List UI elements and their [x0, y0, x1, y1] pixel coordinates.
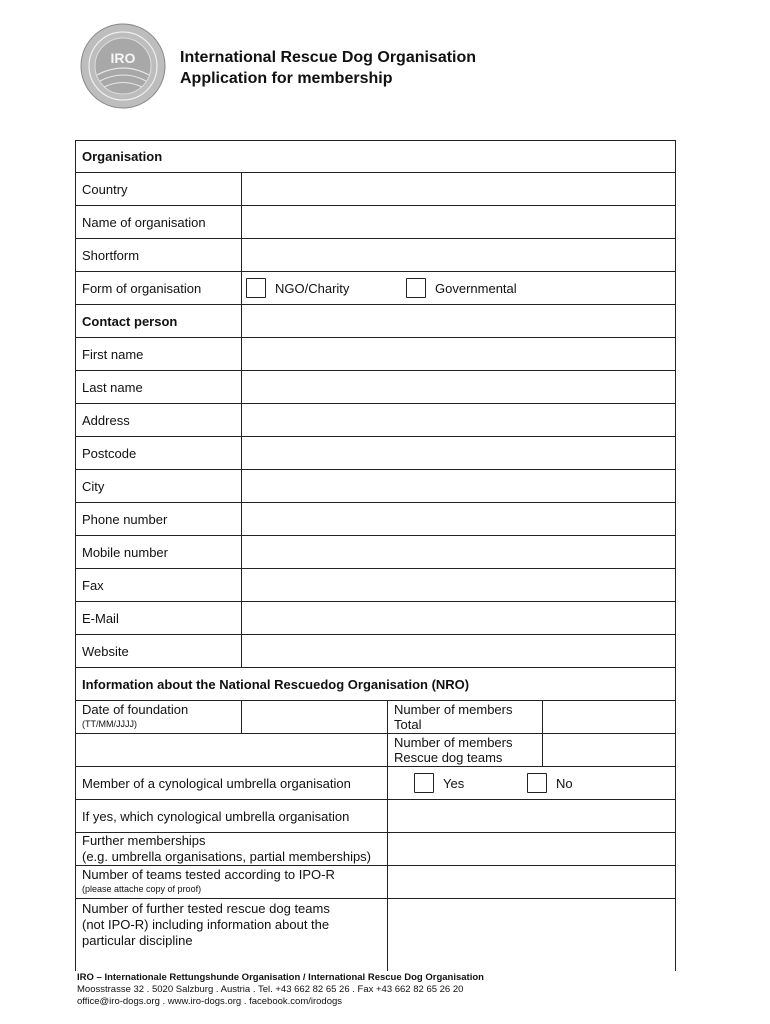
foundation-hint: (TT/MM/JJJJ): [82, 719, 137, 729]
further-line2: (e.g. umbrella organisations, partial memberships): [82, 849, 372, 864]
further-teams-field[interactable]: [388, 899, 675, 971]
fax-field[interactable]: [242, 569, 675, 601]
shortform-label: Shortform: [76, 239, 242, 271]
row-last-name: [75, 371, 676, 404]
which-umbrella-label: If yes, which cynological umbrella organisation: [76, 800, 388, 832]
yes-option[interactable]: [414, 767, 464, 799]
other-line3: particular discipline: [82, 933, 193, 948]
ipo-hint: (please attache copy of proof): [82, 884, 202, 894]
section-nro: [75, 668, 676, 701]
postcode-label: Postcode: [76, 437, 242, 469]
ngo-option[interactable]: [246, 272, 349, 304]
form-of-organisation-label: Form of organisation: [76, 272, 242, 304]
section-title: Information about the National Rescuedog Organisation (NRO): [82, 676, 470, 692]
row-umbrella-member: [75, 767, 676, 800]
members-teams-field[interactable]: [543, 734, 675, 766]
row-fax: [75, 569, 676, 602]
yes-label: Yes: [443, 775, 465, 791]
section-organisation: [75, 140, 676, 173]
email-label: E-Mail: [76, 602, 242, 634]
row-website: [75, 635, 676, 668]
members-total-field[interactable]: [543, 701, 675, 733]
mobile-label: Mobile number: [76, 536, 242, 568]
city-label: City: [76, 470, 242, 502]
fax-label: Fax: [76, 569, 242, 601]
organisation-name-field[interactable]: [242, 206, 675, 238]
row-which-umbrella: [75, 800, 676, 833]
row-form-of-organisation: [75, 272, 676, 305]
website-field[interactable]: [242, 635, 675, 667]
postcode-field[interactable]: [242, 437, 675, 469]
title-line-2: Application for membership: [180, 70, 393, 87]
yes-checkbox[interactable]: [414, 773, 434, 793]
city-field[interactable]: [242, 470, 675, 502]
country-field[interactable]: [242, 173, 675, 205]
iro-logo: [80, 23, 166, 109]
row-email: [75, 602, 676, 635]
svg-text:IRO: IRO: [110, 50, 136, 66]
row-shortform: [75, 239, 676, 272]
row-ipo-teams: [75, 866, 676, 899]
row-address: [75, 404, 676, 437]
foundation-label-cell: [76, 701, 242, 733]
other-line2: (not IPO-R) including information about the: [82, 917, 330, 932]
last-name-label: Last name: [76, 371, 242, 403]
phone-label: Phone number: [76, 503, 242, 535]
blank-cell: [76, 734, 388, 766]
ipo-label-cell: [76, 866, 388, 898]
no-label: No: [556, 775, 573, 791]
page-title: [180, 47, 476, 89]
email-field[interactable]: [242, 602, 675, 634]
shortform-field[interactable]: [242, 239, 675, 271]
organisation-name-label: Name of organisation: [76, 206, 242, 238]
ngo-label: NGO/Charity: [275, 280, 350, 296]
row-country: [75, 173, 676, 206]
row-further-memberships: [75, 833, 676, 866]
row-mobile: [75, 536, 676, 569]
row-first-name: [75, 338, 676, 371]
row-postcode: [75, 437, 676, 470]
first-name-label: First name: [76, 338, 242, 370]
section-title: Contact person: [76, 305, 242, 337]
governmental-option[interactable]: [406, 272, 517, 304]
country-label: Country: [76, 173, 242, 205]
ipo-label: Number of teams tested according to IPO-R: [82, 867, 335, 882]
further-teams-label: [76, 899, 388, 971]
ngo-checkbox[interactable]: [246, 278, 266, 298]
which-umbrella-field[interactable]: [388, 800, 675, 832]
section-title: Organisation: [82, 149, 163, 164]
further-memberships-label: [76, 833, 388, 865]
row-members-teams: [75, 734, 676, 767]
footer: [77, 972, 484, 1008]
footer-line-3: office@iro-dogs.org . www.iro-dogs.org . facebook.com/irodogs: [77, 996, 343, 1007]
address-label: Address: [76, 404, 242, 436]
foundation-field[interactable]: [242, 701, 388, 733]
other-line1: Number of further tested rescue dog teams: [82, 901, 330, 916]
row-name-of-organisation: [75, 206, 676, 239]
membership-form: [75, 140, 676, 971]
website-label: Website: [76, 635, 242, 667]
section-contact-person: [75, 305, 676, 338]
mobile-field[interactable]: [242, 536, 675, 568]
governmental-checkbox[interactable]: [406, 278, 426, 298]
foundation-label: Date of foundation: [82, 702, 189, 717]
row-foundation: [75, 701, 676, 734]
row-phone: [75, 503, 676, 536]
umbrella-label: Member of a cynological umbrella organisation: [76, 767, 388, 799]
title-line-1: International Rescue Dog Organisation: [180, 49, 477, 66]
members-total-label: [388, 701, 543, 733]
last-name-field[interactable]: [242, 371, 675, 403]
no-option[interactable]: [527, 767, 573, 799]
row-city: [75, 470, 676, 503]
footer-line-1: IRO – Internationale Rettungshunde Organisation / International Rescue Dog Organisation: [77, 972, 484, 983]
members-teams-label: [388, 734, 543, 766]
contact-spacer: [242, 305, 675, 337]
footer-line-2: Moosstrasse 32 . 5020 Salzburg . Austria . Tel. +43 662 82 65 26 . Fax +43 662 82 65 26 20: [77, 984, 464, 995]
first-name-field[interactable]: [242, 338, 675, 370]
row-further-teams: [75, 899, 676, 971]
governmental-label: Governmental: [435, 280, 517, 296]
phone-field[interactable]: [242, 503, 675, 535]
members-total-line2: Total: [394, 717, 422, 732]
no-checkbox[interactable]: [527, 773, 547, 793]
further-memberships-field[interactable]: [388, 833, 675, 865]
members-teams-line1: Number of members: [394, 735, 513, 750]
address-field[interactable]: [242, 404, 675, 436]
further-line1: Further memberships: [82, 833, 206, 848]
members-teams-line2: Rescue dog teams: [394, 750, 503, 765]
members-total-line1: Number of members: [394, 702, 513, 717]
ipo-field[interactable]: [388, 866, 675, 898]
